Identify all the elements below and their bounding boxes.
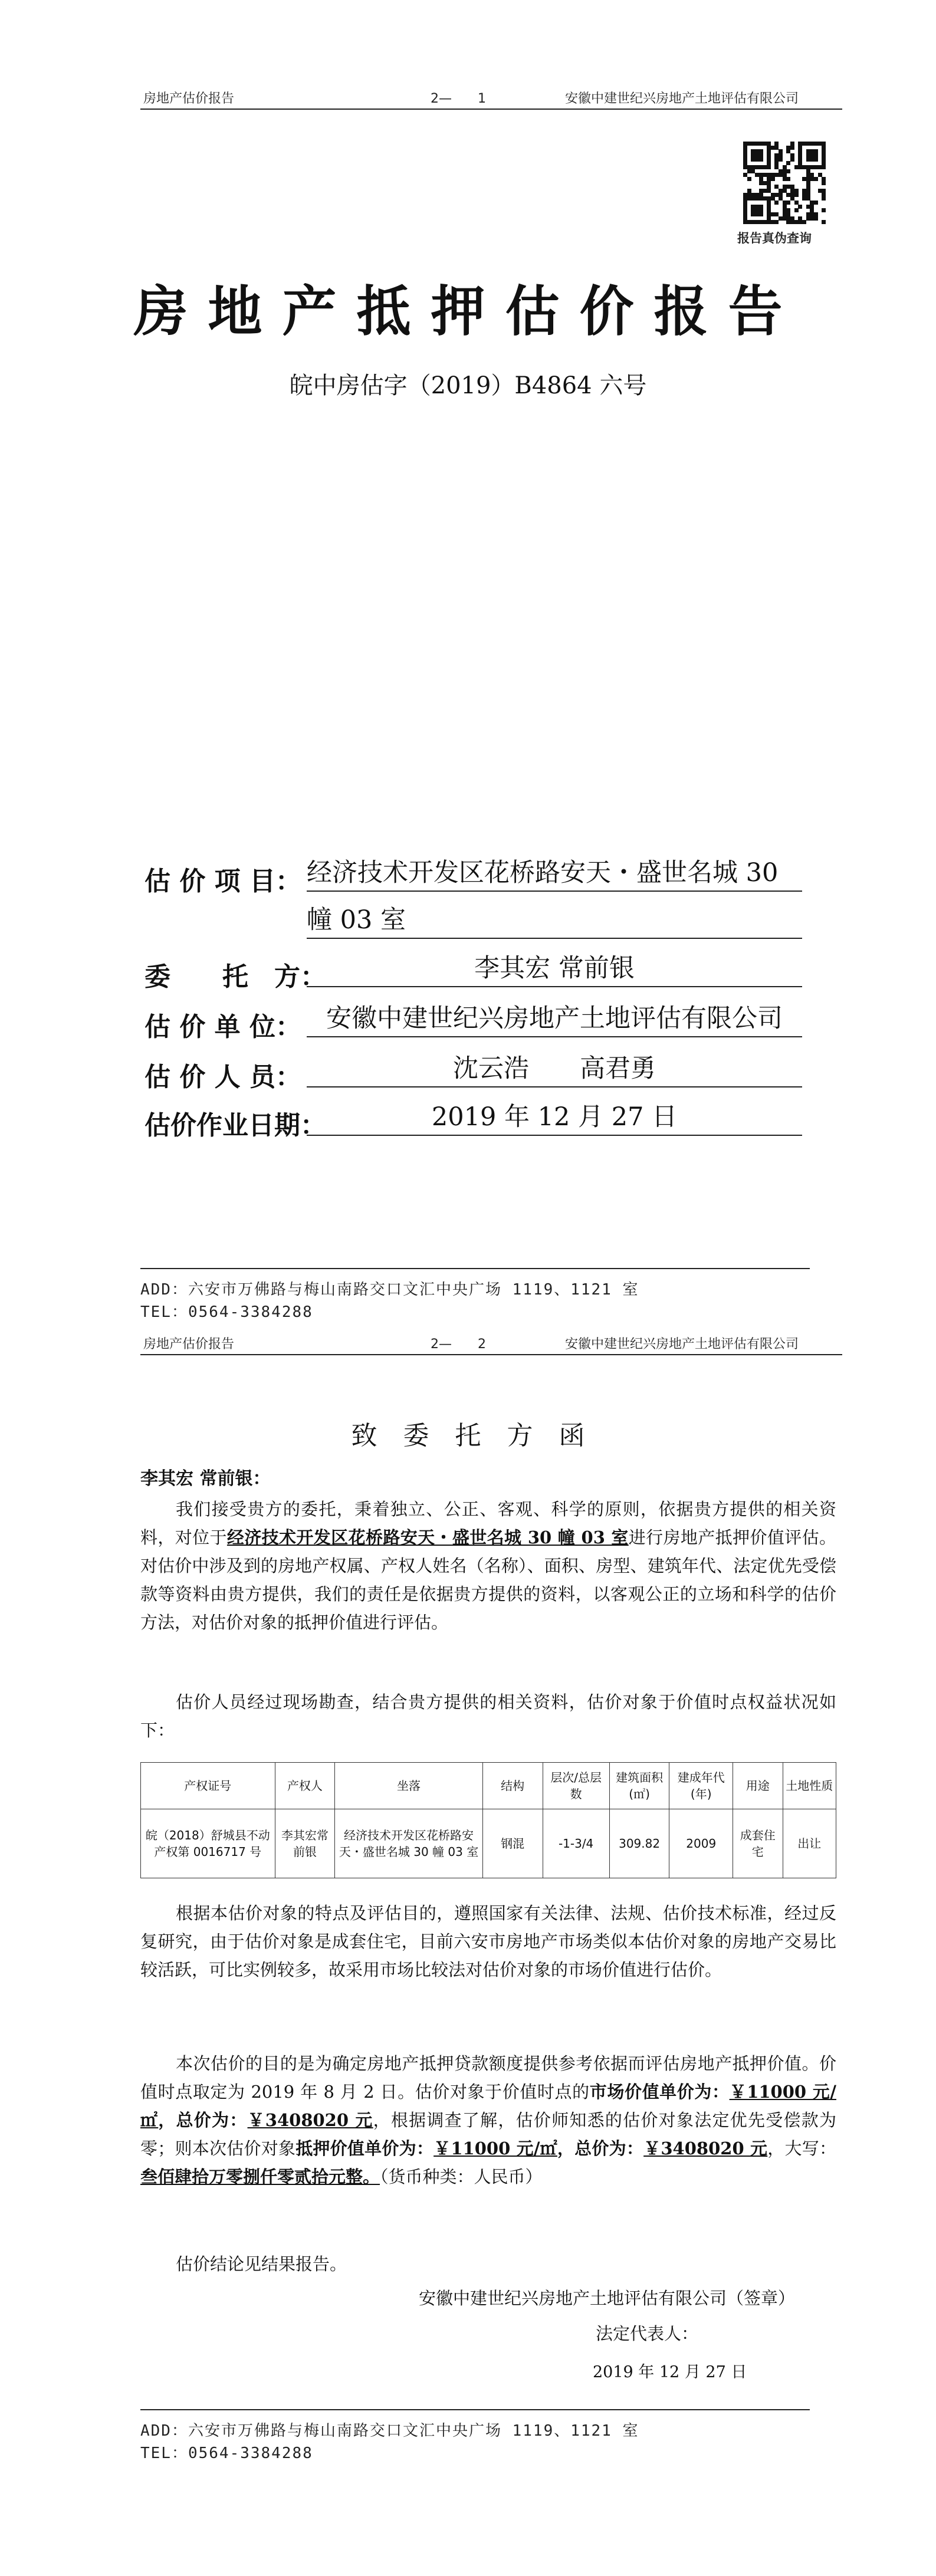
capital-amount: 叁佰肆拾万零捌仟零贰拾元整。 xyxy=(140,2167,380,2187)
qr-caption: 报告真伪查询 xyxy=(737,231,812,245)
table-header-cell: 层次/总层数 xyxy=(543,1763,609,1809)
mortgage-unit-price-label: 抵押价值单价为： xyxy=(295,2138,434,2158)
table-header-cell: 产权证号 xyxy=(141,1763,275,1809)
mortgage-total-label: ，总价为： xyxy=(557,2138,644,2158)
table-header-cell: 结构 xyxy=(482,1763,543,1809)
page1-header-right: 安徽中建世纪兴房地产土地评估有限公司 xyxy=(565,91,799,106)
paragraph-1-text-b: 进行房地产抵押价值评估。对估价中涉及到的房地产权属、产权人姓名（名称）、面积、房型、建筑年代、法定优先受偿款等资料由贵方提供，我们的责任是依据贵方提供的资料，以客观公正的立场和科学的估价方法，对估价对象的抵押价值进行评估。 xyxy=(140,1527,836,1632)
table-header-cell: 建筑面积(㎡) xyxy=(609,1763,669,1809)
sign-company: 安徽中建世纪兴房地产土地评估有限公司（签章） xyxy=(419,2288,796,2308)
table-cell-owner: 李其宏常前银 xyxy=(275,1809,335,1878)
market-unit-price-label: 市场价值单价为： xyxy=(589,2082,730,2102)
field-value-appraisers: 沈云浩 高君勇 xyxy=(307,1051,802,1087)
table-cell-usage: 成套住宅 xyxy=(733,1809,783,1878)
report-number: 皖中房估字（2019）B4864 六号 xyxy=(289,372,647,399)
page2-header-rule xyxy=(140,1354,842,1355)
page1-header-left: 房地产估价报告 xyxy=(143,91,235,106)
report-title: 房地产抵押估价报告 xyxy=(133,280,803,343)
letter-title: 致 委 托 方 函 xyxy=(351,1421,585,1451)
paragraph-4-text-b: ，根据调查了解，估价师知悉的估价对象法定优先受偿款为零；则本次估价对象 xyxy=(140,2110,836,2158)
table-header-cell: 用途 xyxy=(733,1763,783,1809)
letter-salutation: 李其宏 常前银： xyxy=(140,1468,271,1489)
market-total-label: ，总价为： xyxy=(158,2110,248,2130)
table-header-row xyxy=(141,1763,836,1809)
table-cell-year: 2009 xyxy=(669,1809,733,1878)
table-header-cell: 建成年代(年) xyxy=(669,1763,733,1809)
property-address: 经济技术开发区花桥路安天・盛世名城 30 幢 03 室 xyxy=(226,1527,629,1547)
field-value-client: 李其宏 常前银 xyxy=(307,951,802,987)
page2-header-page: 2— 2 xyxy=(431,1337,486,1352)
table-cell-floor: -1-3/4 xyxy=(543,1809,609,1878)
table-header-cell: 产权人 xyxy=(275,1763,335,1809)
table-cell-land-type: 出让 xyxy=(783,1809,836,1878)
field-label-project: 估 价 项 目： xyxy=(144,866,301,896)
page2-header-left: 房地产估价报告 xyxy=(143,1337,235,1352)
table-cell-structure: 钢混 xyxy=(482,1809,543,1878)
table-header-cell: 土地性质 xyxy=(783,1763,836,1809)
paragraph-1 xyxy=(140,1495,836,1637)
table-cell-area: 309.82 xyxy=(609,1809,669,1878)
paragraph-4 xyxy=(140,2049,836,2191)
sign-legal-rep: 法定代表人： xyxy=(596,2324,699,2344)
table-header-cell: 坐落 xyxy=(335,1763,482,1809)
market-unit-price: ￥11000 元/㎡ xyxy=(140,2082,836,2130)
paragraph-1-text-a: 我们接受贵方的委托，秉着独立、公正、客观、科学的原则，依据贵方提供的相关资料，对位于 xyxy=(140,1499,836,1547)
field-value-appraiser-unit: 安徽中建世纪兴房地产土地评估有限公司 xyxy=(307,1001,802,1037)
paragraph-2: 估价人员经过现场勘查，结合贵方提供的相关资料，估价对象于价值时点权益状况如下： xyxy=(140,1692,836,1740)
qr-code[interactable] xyxy=(743,142,826,224)
capital-amount-label: ，大写： xyxy=(767,2138,836,2158)
field-value-project-line2: 幢 03 室 xyxy=(307,902,802,939)
market-total-price: ￥3408020 元 xyxy=(247,2110,373,2130)
page1-footer-address: ADD：六安市万佛路与梅山南路交口文汇中央广场 1119、1121 室 xyxy=(140,1281,639,1299)
paragraph-3: 根据本估价对象的特点及评估目的，遵照国家有关法律、法规、估价技术标准，经过反复研究，由于估价对象是成套住宅，目前六安市房地产市场类似本估价对象的房地产交易比较活跃，可比实例较多，故采用市场比较法对估价对象的市场价值进行估价。 xyxy=(140,1903,836,1980)
mortgage-unit-price: ￥11000 元/㎡ xyxy=(433,2138,557,2158)
table-cell-cert-no: 皖（2018）舒城县不动产权第 0016717 号 xyxy=(141,1809,275,1878)
currency-note: （货币种类：人民币） xyxy=(380,2167,543,2187)
page1-footer-rule xyxy=(140,1268,810,1269)
field-label-client: 委 托 方： xyxy=(144,962,326,992)
page2-footer-rule xyxy=(140,2409,810,2410)
table-cell-location: 经济技术开发区花桥路安天・盛世名城 30 幢 03 室 xyxy=(335,1809,482,1878)
mortgage-total-price: ￥3408020 元 xyxy=(643,2138,768,2158)
paragraph-4-text-a: 本次估价的目的是为确定房地产抵押贷款额度提供参考依据而评估房地产抵押价值。价值时点取定为 2019 年 8 月 2 日。估价对象于价值时点的 xyxy=(140,2053,836,2102)
field-value-project-line1: 经济技术开发区花桥路安天・盛世名城 30 xyxy=(307,855,802,892)
field-label-work-date: 估价作业日期： xyxy=(144,1110,326,1141)
page1-header-rule xyxy=(140,109,842,110)
page2-footer xyxy=(140,2420,639,2465)
paragraph-5: 估价结论见结果报告。 xyxy=(176,2254,347,2274)
page1-header-page: 2— 1 xyxy=(431,91,486,106)
page2-header-right: 安徽中建世纪兴房地产土地评估有限公司 xyxy=(565,1337,799,1352)
page2-footer-tel: TEL：0564-3384288 xyxy=(140,2444,313,2462)
field-value-work-date: 2019 年 12 月 27 日 xyxy=(307,1099,802,1136)
property-rights-table xyxy=(140,1762,836,1878)
field-label-appraiser-unit: 估 价 单 位： xyxy=(144,1012,301,1042)
sign-date: 2019 年 12 月 27 日 xyxy=(593,2363,747,2381)
table-row xyxy=(141,1809,836,1878)
page1-footer xyxy=(140,1279,639,1323)
page2-footer-address: ADD：六安市万佛路与梅山南路交口文汇中央广场 1119、1121 室 xyxy=(140,2422,639,2440)
field-label-appraisers: 估 价 人 员： xyxy=(144,1062,301,1092)
page1-footer-tel: TEL：0564-3384288 xyxy=(140,1303,313,1321)
